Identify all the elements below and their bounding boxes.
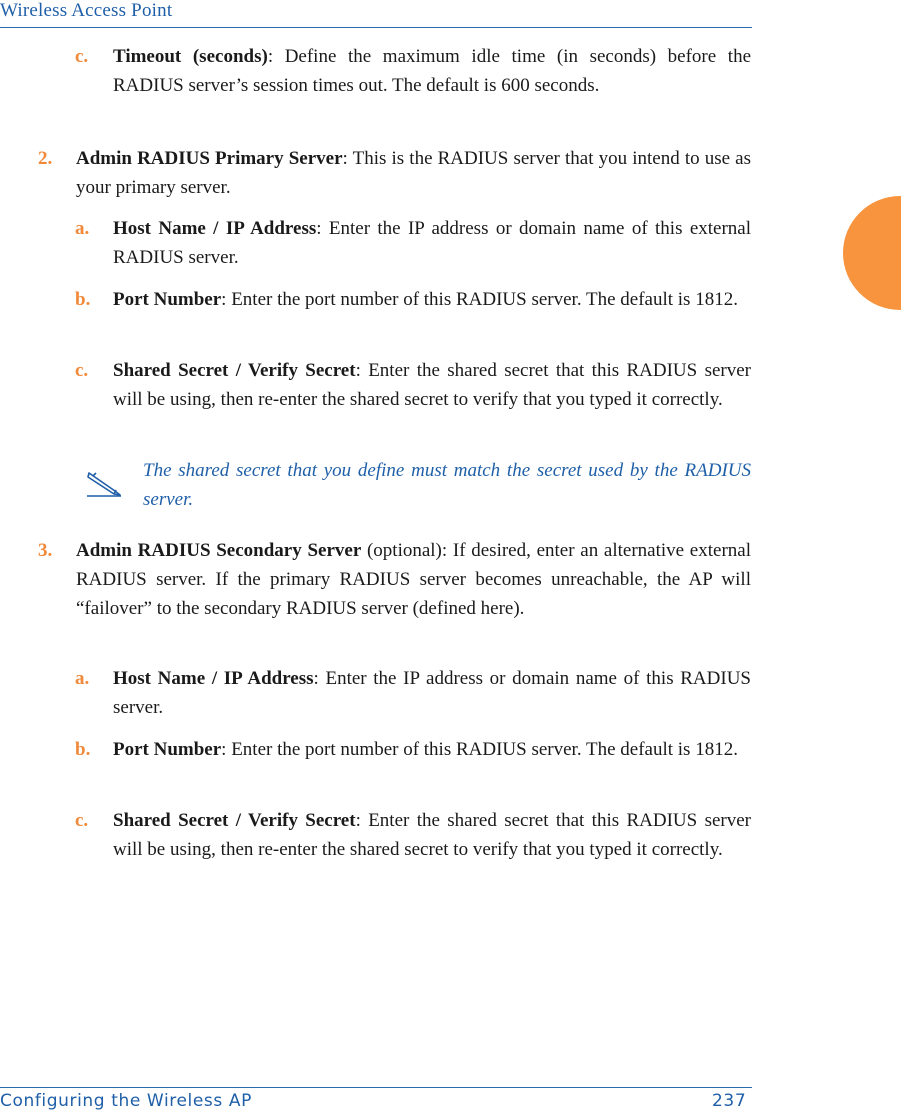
- footer-section-title: Configuring the Wireless AP: [0, 1091, 252, 1111]
- item-term: Admin RADIUS Primary Server: [76, 148, 343, 169]
- list-item-secondary-server: [76, 536, 751, 623]
- item-text: : Enter the port number of this RADIUS server. The default is 1812.: [221, 289, 738, 310]
- item-term: Host Name / IP Address: [113, 668, 314, 689]
- item-text: : Enter the port number of this RADIUS server. The default is 1812.: [221, 739, 738, 760]
- list-item-primary-server: [76, 144, 751, 202]
- page-number: 237: [712, 1091, 747, 1111]
- footer-divider: [0, 1087, 752, 1088]
- running-header-title: Wireless Access Point: [0, 0, 173, 21]
- item-text: : Enter the shared secret that this RADIUS server will be using, then re-enter the shared secret to verify that you typed it correctly.: [113, 360, 751, 410]
- list-item-timeout: [113, 42, 751, 100]
- note-text: The shared secret that you define must match the secret used by the RADIUS server.: [143, 460, 751, 510]
- pencil-note-icon: [85, 468, 123, 498]
- list-label: b.: [75, 739, 91, 760]
- item-term: Timeout (seconds): [113, 46, 268, 67]
- list-item-primary-port: [113, 285, 751, 314]
- list-label: a.: [75, 668, 90, 689]
- list-label: a.: [75, 218, 90, 239]
- item-text: : Enter the IP address or domain name of this RADIUS server.: [113, 668, 751, 718]
- item-term: Host Name / IP Address: [113, 218, 317, 239]
- list-label: 3.: [38, 540, 53, 561]
- list-label: c.: [75, 360, 89, 381]
- item-text: (optional): If desired, enter an alternative external RADIUS server. If the primary RADIUS server becomes unreachable, the AP will “failover” to the secondary RADIUS server (defined here).: [76, 540, 751, 619]
- item-term: Shared Secret / Verify Secret: [113, 360, 356, 381]
- item-text: : Define the maximum idle time (in seconds) before the RADIUS server’s session times out. The default is 600 seconds.: [113, 46, 751, 96]
- item-term: Port Number: [113, 739, 222, 760]
- item-term: Port Number: [113, 289, 222, 310]
- item-text: : This is the RADIUS server that you intend to use as your primary server.: [76, 148, 751, 198]
- list-item-primary-host: [113, 214, 751, 272]
- item-term: Shared Secret / Verify Secret: [113, 810, 356, 831]
- list-label: c.: [75, 46, 89, 67]
- list-label: b.: [75, 289, 91, 310]
- list-item-secondary-secret: [113, 806, 751, 864]
- header-divider: [0, 27, 752, 28]
- list-item-primary-secret: [113, 356, 751, 414]
- item-text: : Enter the IP address or domain name of this external RADIUS server.: [113, 218, 751, 268]
- chapter-tab-marker: [843, 196, 901, 310]
- item-term: Admin RADIUS Secondary Server: [76, 540, 362, 561]
- list-label: c.: [75, 810, 89, 831]
- item-text: : Enter the shared secret that this RADIUS server will be using, then re-enter the shared secret to verify that you typed it correctly.: [113, 810, 751, 860]
- list-item-secondary-host: [113, 664, 751, 722]
- list-item-secondary-port: [113, 735, 751, 764]
- list-label: 2.: [38, 148, 53, 169]
